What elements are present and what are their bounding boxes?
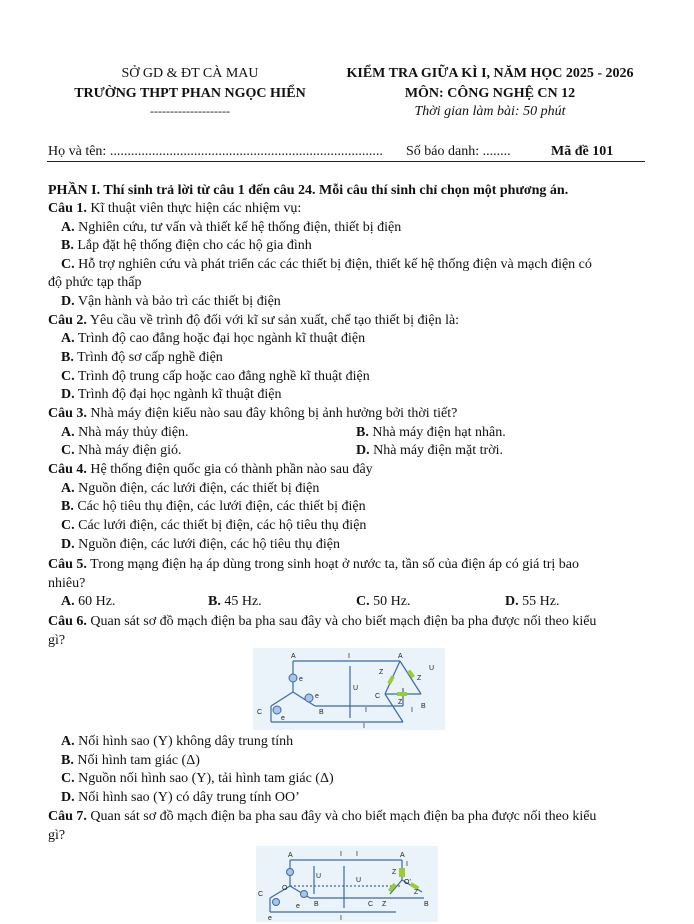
load-zb-icon bbox=[397, 692, 407, 696]
svg-text:U: U bbox=[353, 685, 359, 692]
q1-option-c: C. Hỗ trợ nghiên cứu và phát triển các các thiết bị điện, thiết kế hệ thống điện và mạch điện có bbox=[61, 257, 592, 272]
source-ec-icon bbox=[273, 706, 281, 714]
svg-text:I: I bbox=[356, 851, 358, 858]
q4-option-c: C. Các lưới điện, các thiết bị điện, các hộ tiêu thụ điện bbox=[61, 518, 367, 533]
student-id-field: Số báo danh: ........ bbox=[406, 144, 511, 159]
q1-option-c-cont: độ phức tạp thấp bbox=[48, 275, 142, 290]
svg-text:e: e bbox=[296, 903, 300, 910]
source-eb-icon bbox=[305, 694, 313, 702]
svg-text:I: I bbox=[411, 707, 413, 714]
svg-text:B: B bbox=[319, 709, 324, 716]
q6-option-c: C. Nguồn nối hình sao (Y), tải hình tam giác (Δ) bbox=[61, 771, 334, 786]
q5-option-a: A. 60 Hz. bbox=[61, 594, 116, 609]
svg-text:B: B bbox=[314, 901, 319, 908]
q3-option-a: A. Nhà máy thủy điện. bbox=[61, 425, 189, 440]
q2-option-a: A. Trình độ cao đẳng hoặc đại học ngành kĩ thuật điện bbox=[61, 331, 366, 346]
header-dashes: -------------------- bbox=[150, 104, 230, 118]
source-ea2-icon bbox=[287, 869, 294, 876]
student-name-field: Họ và tên: .............................................................................. bbox=[48, 144, 383, 159]
svg-text:I: I bbox=[340, 915, 342, 922]
q2-option-b: B. Trình độ sơ cấp nghề điện bbox=[61, 350, 223, 365]
svg-text:e: e bbox=[315, 693, 319, 700]
svg-text:Z: Z bbox=[414, 889, 419, 896]
exam-title: KIỂM TRA GIỮA KÌ I, NĂM HỌC 2025 - 2026 bbox=[346, 66, 634, 81]
q6-option-d: D. Nối hình sao (Y) có dây trung tính OO’ bbox=[61, 790, 300, 805]
svg-text:e: e bbox=[268, 915, 272, 922]
q4-option-a: A. Nguồn điện, các lưới điện, các thiết bị điện bbox=[61, 481, 320, 496]
load-za2-icon bbox=[399, 868, 405, 877]
q5-option-d: D. 55 Hz. bbox=[505, 594, 560, 609]
svg-text:B: B bbox=[424, 901, 429, 908]
q6-option-b: B. Nối hình tam giác (Δ) bbox=[61, 753, 200, 768]
svg-text:C: C bbox=[368, 901, 374, 908]
source-ec2-icon bbox=[273, 899, 280, 906]
q5-option-c: C. 50 Hz. bbox=[356, 594, 411, 609]
question-1: Câu 1. Kĩ thuật viên thực hiện các nhiệm vụ: bbox=[48, 201, 302, 216]
q4-option-b: B. Các hộ tiêu thụ điện, các lưới điện, các thiết bị điện bbox=[61, 499, 366, 514]
svg-text:I: I bbox=[406, 861, 408, 868]
subject-name: MÔN: CÔNG NGHỆ CN 12 bbox=[404, 86, 576, 101]
part1-title: PHẦN I. Thí sinh trả lời từ câu 1 đến câu 24. Mỗi câu thí sinh chỉ chọn một phương án. bbox=[48, 183, 569, 198]
question-5-cont: nhiêu? bbox=[48, 576, 86, 591]
svg-text:I: I bbox=[363, 723, 365, 730]
question-5: Câu 5. Trong mạng điện hạ áp dùng trong sinh hoạt ở nước ta, tần số của điện áp có giá trị bao bbox=[48, 557, 579, 572]
svg-text:U: U bbox=[356, 877, 362, 884]
q3-option-c: C. Nhà máy điện gió. bbox=[61, 443, 182, 458]
question-4: Câu 4. Hệ thống điện quốc gia có thành phần nào sau đây bbox=[48, 462, 373, 477]
svg-text:e: e bbox=[299, 676, 303, 683]
source-ea-icon bbox=[289, 674, 297, 682]
q1-option-d: D. Vận hành và bảo trì các thiết bị điện bbox=[61, 294, 281, 309]
svg-text:I: I bbox=[365, 707, 367, 714]
svg-text:B: B bbox=[421, 703, 426, 710]
svg-text:Z: Z bbox=[392, 869, 397, 876]
svg-text:A: A bbox=[398, 653, 403, 660]
three-phase-diagram-1 bbox=[253, 648, 445, 730]
svg-text:I: I bbox=[348, 653, 350, 660]
svg-text:Z: Z bbox=[379, 669, 384, 676]
q3-option-d: D. Nhà máy điện mặt trời. bbox=[356, 443, 503, 458]
svg-text:Z: Z bbox=[382, 901, 387, 908]
q1-option-a: A. Nghiên cứu, tư vấn và thiết kế hệ thống điện, thiết bị điện bbox=[61, 220, 402, 235]
svg-text:C: C bbox=[375, 693, 381, 700]
svg-text:Z: Z bbox=[417, 675, 422, 682]
svg-text:A: A bbox=[288, 852, 293, 859]
q6-option-a: A. Nối hình sao (Y) không dây trung tính bbox=[61, 734, 294, 749]
q2-option-d: D. Trình độ đại học ngành kĩ thuật điện bbox=[61, 387, 282, 402]
svg-text:C: C bbox=[257, 709, 263, 716]
svg-text:I: I bbox=[340, 851, 342, 858]
question-2: Câu 2. Yêu cầu về trình độ đối với kĩ sư sản xuất, chế tạo thiết bị điện là: bbox=[48, 313, 460, 328]
exam-code: Mã đề 101 bbox=[551, 144, 614, 159]
svg-text:C: C bbox=[258, 891, 264, 898]
q4-option-d: D. Nguồn điện, các lưới điện, các hộ tiêu thụ điện bbox=[61, 537, 340, 552]
svg-text:A: A bbox=[291, 653, 296, 660]
exam-duration: Thời gian làm bài: 50 phút bbox=[414, 104, 566, 119]
q3-option-b: B. Nhà máy điện hạt nhân. bbox=[356, 425, 506, 440]
three-phase-diagram-2 bbox=[256, 846, 438, 922]
school-name: TRƯỜNG THPT PHAN NGỌC HIỂN bbox=[74, 86, 306, 101]
header-divider bbox=[47, 161, 645, 162]
svg-text:e: e bbox=[281, 715, 285, 722]
svg-text:A: A bbox=[400, 852, 405, 859]
source-eb2-icon bbox=[301, 891, 308, 898]
department-name: SỞ GD & ĐT CÀ MAU bbox=[121, 66, 259, 81]
question-7: Câu 7. Quan sát sơ đồ mạch điện ba pha sau đây và cho biết mạch điện ba pha được nối theo kiểu bbox=[48, 809, 597, 824]
q2-option-c: C. Trình độ trung cấp hoặc cao đẳng nghề kĩ thuật điện bbox=[61, 369, 370, 384]
svg-text:U: U bbox=[429, 665, 435, 672]
question-6: Câu 6. Quan sát sơ đồ mạch điện ba pha sau đây và cho biết mạch điện ba pha được nối theo kiểu bbox=[48, 614, 597, 629]
question-6-cont: gì? bbox=[48, 633, 66, 648]
svg-text:O: O bbox=[282, 885, 288, 892]
svg-text:Z: Z bbox=[398, 699, 403, 706]
q5-option-b: B. 45 Hz. bbox=[208, 594, 262, 609]
question-3: Câu 3. Nhà máy điện kiểu nào sau đây không bị ảnh hưởng bởi thời tiết? bbox=[48, 406, 458, 421]
q1-option-b: B. Lắp đặt hệ thống điện cho các hộ gia đình bbox=[61, 238, 312, 253]
question-7-cont: gì? bbox=[48, 828, 66, 843]
svg-text:U: U bbox=[316, 873, 322, 880]
svg-text:O': O' bbox=[404, 879, 411, 886]
